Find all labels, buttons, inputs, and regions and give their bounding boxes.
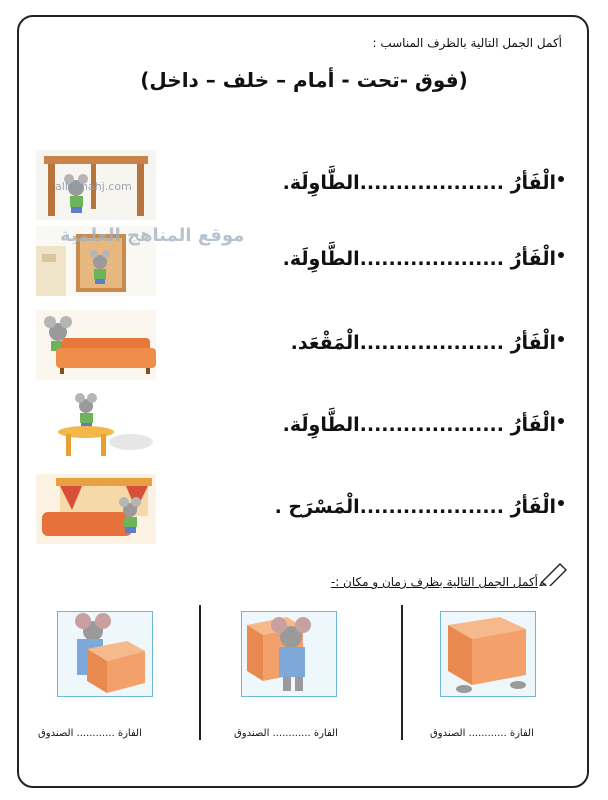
sentence-text: الْفَأرُ ....................الطَّاوِلَة. (282, 414, 556, 436)
sentence-text: الْفَأرُ ....................الطَّاوِلَة. (282, 248, 556, 270)
sentence-text: الْفَأرُ ....................الطَّاوِلَة. (282, 172, 556, 194)
watermark-name: موقع المناهج العلمية (60, 225, 245, 246)
mouse-front-of-box-image (241, 611, 337, 697)
section-2-title: أكمل الجمل التالية بظرف زمان و مكان :- (330, 575, 538, 589)
mouse-front-of-stage-image (36, 474, 156, 544)
bullet-icon (558, 336, 564, 342)
mouse-under-box-image (440, 611, 536, 697)
sentence-text: الْفَأرُ ....................الْمَسْرَح . (274, 496, 556, 518)
mouse-behind-sofa-image (36, 310, 156, 380)
mouse-behind-box-image (57, 611, 153, 697)
box-caption-left: الفارة ............ الصندوق (38, 728, 142, 739)
sentence-text: الْفَأرُ ....................الْمَقْعَد. (290, 332, 556, 354)
bullet-icon (558, 418, 564, 424)
word-bank: (فوق -تحت - أمام – خلف – داخل) (140, 68, 468, 92)
sentence-row-4 (0, 392, 608, 462)
box-caption-middle: الفارة ............ الصندوق (234, 728, 338, 739)
pencil-icon (538, 562, 568, 586)
column-divider (199, 605, 201, 740)
mouse-on-table-image (36, 392, 156, 462)
column-divider (401, 605, 403, 740)
sentence-row-3 (0, 310, 608, 380)
bullet-icon (558, 176, 564, 182)
bullet-icon (558, 252, 564, 258)
watermark-site: alManahj.com (55, 180, 132, 193)
instructions: أكمل الجمل التالية بالظرف المناسب : (372, 36, 562, 50)
box-caption-right: الفارة ............ الصندوق (430, 728, 534, 739)
sentence-row-5 (0, 474, 608, 544)
bullet-icon (558, 500, 564, 506)
